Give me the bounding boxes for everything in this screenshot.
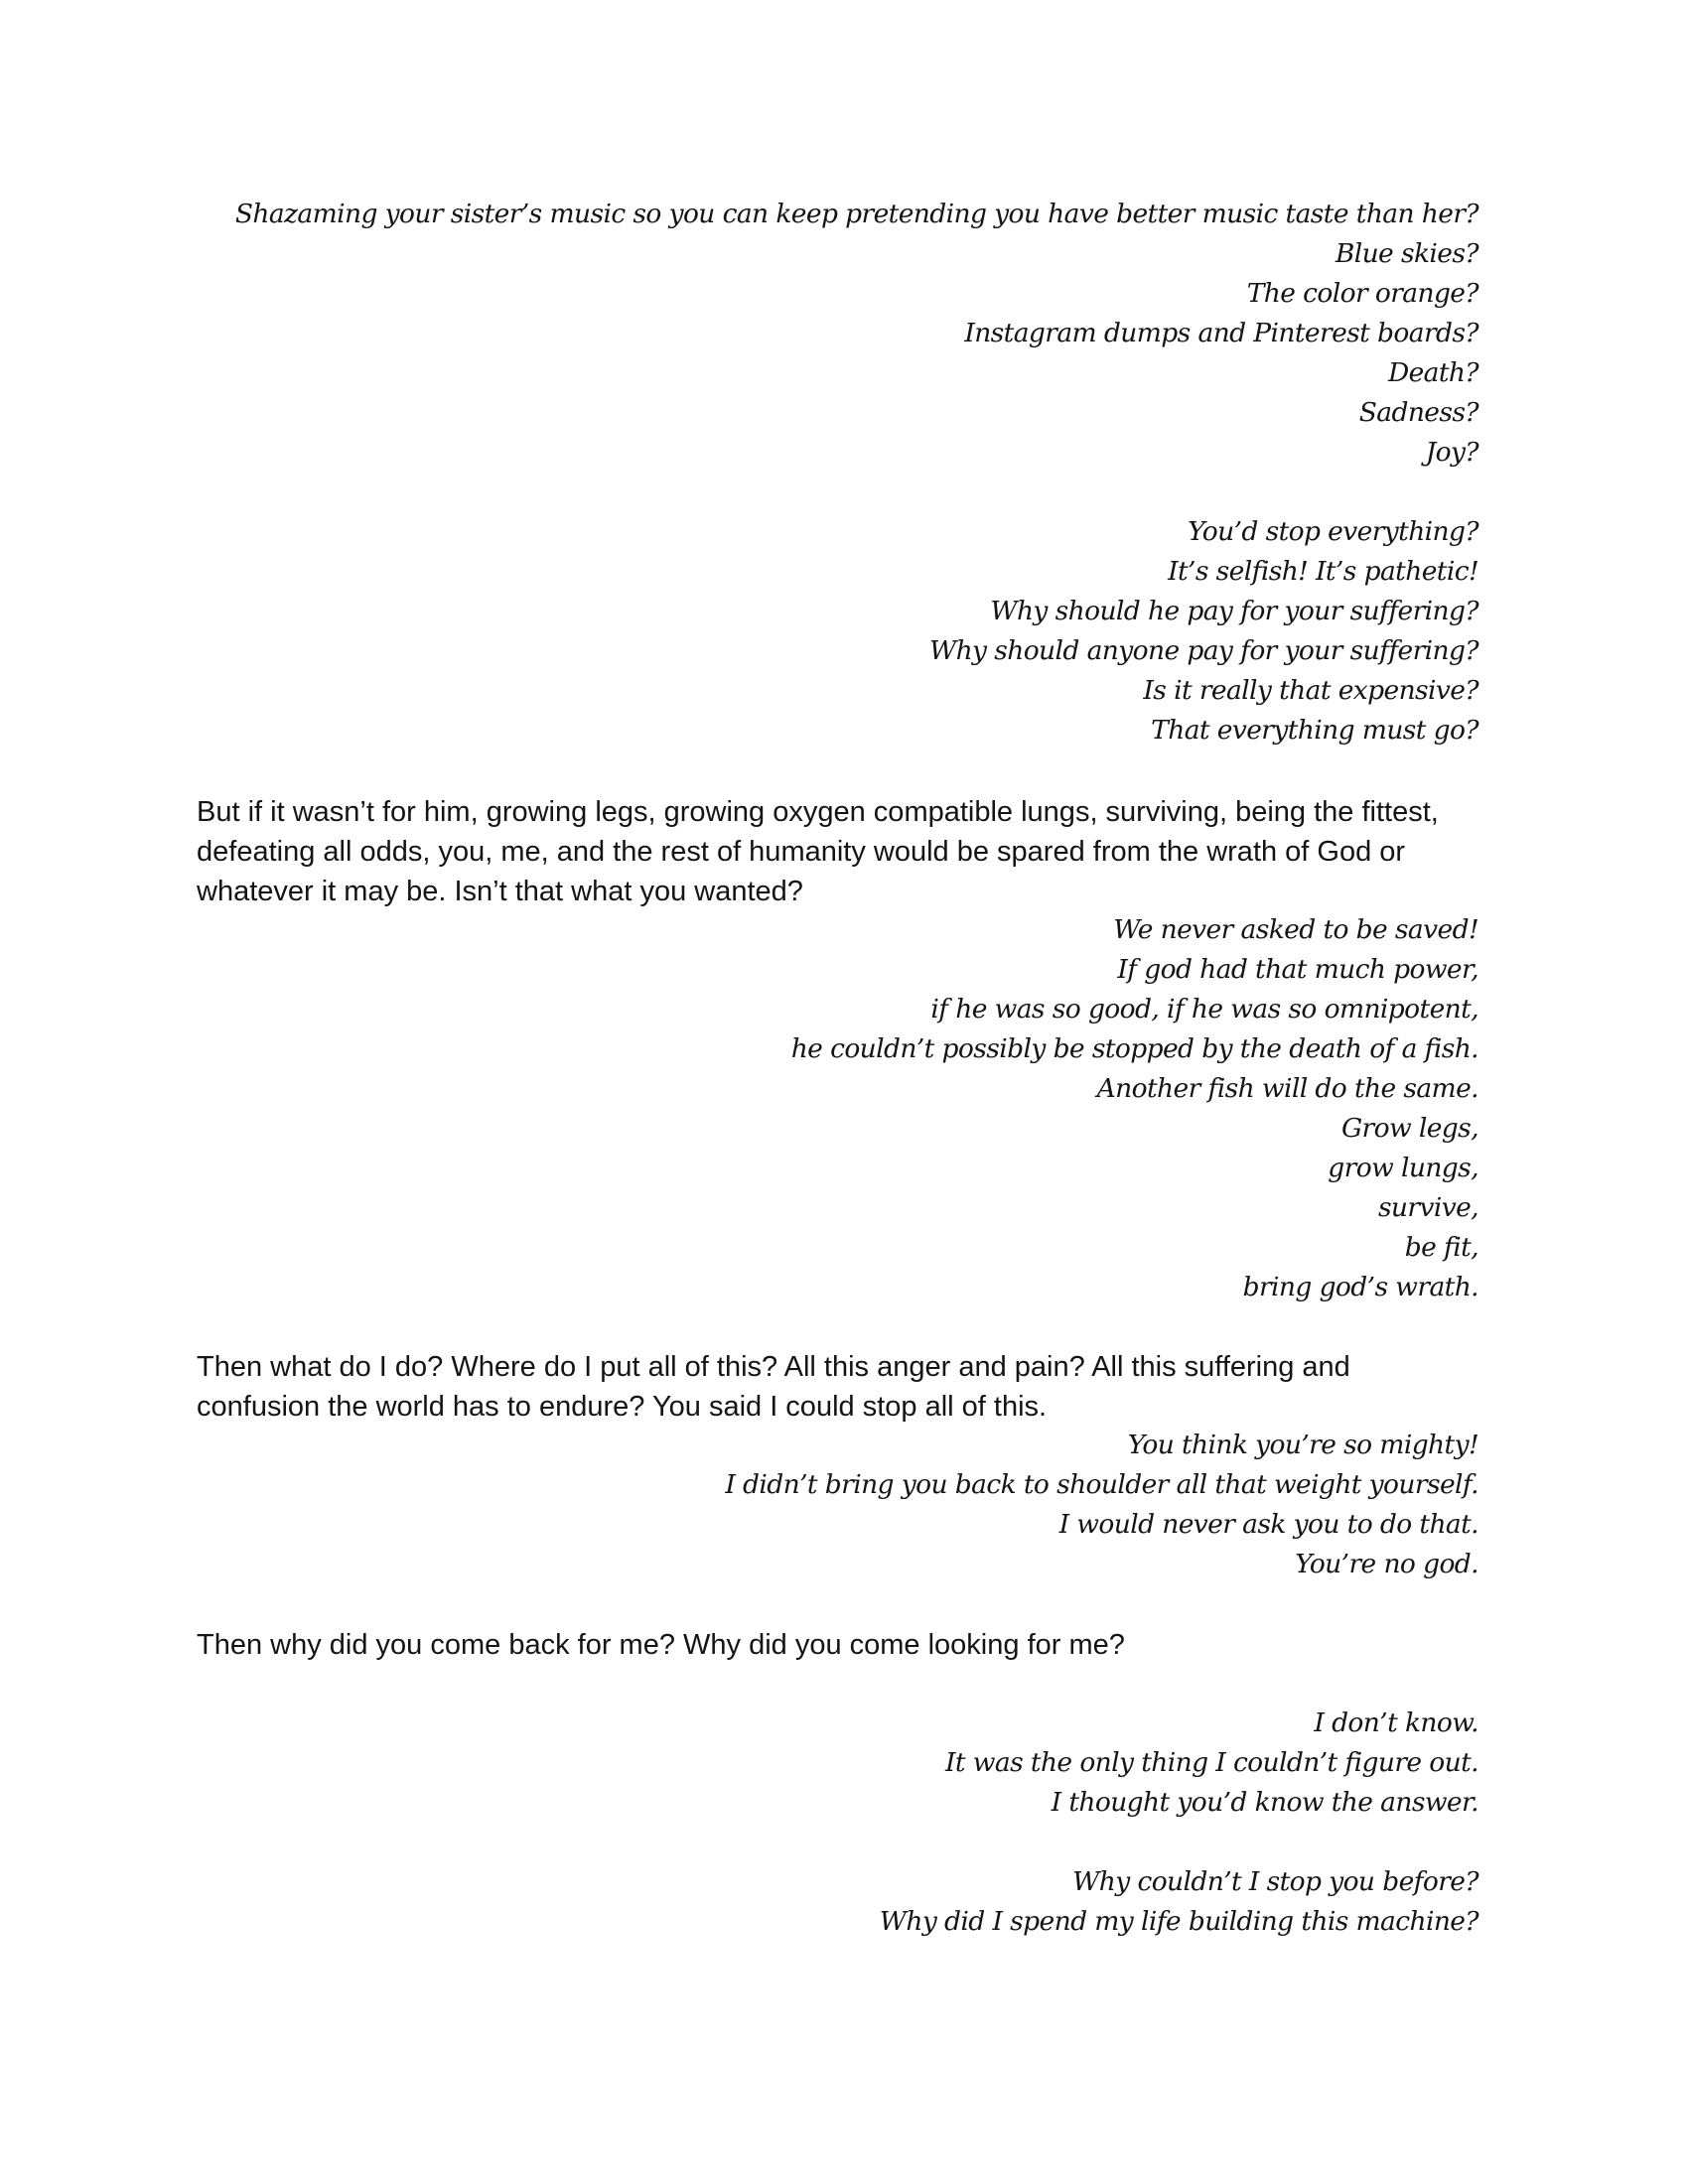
verse-line: You’re no god. [1295,1549,1478,1579]
verse-line: The color orange? [1246,278,1478,309]
verse-line: Joy? [1425,437,1478,468]
verse-line: Why did I spend my life building this machine? [879,1906,1478,1937]
verse-line: I would never ask you to do that. [1058,1509,1478,1540]
verse-line: Why couldn’t I stop you before? [1072,1866,1478,1897]
verse-line: If god had that much power, [1117,954,1478,985]
verse-line: I didn’t bring you back to shoulder all that weight yourself. [725,1469,1478,1500]
verse-line: bring god’s wrath. [1242,1272,1478,1302]
verse-line: survive, [1377,1192,1478,1223]
verse-line: You’d stop everything? [1188,516,1478,547]
verse-line: if he was so good, if he was so omnipotent, [930,994,1478,1024]
verse-stanza-1 [235,195,1478,473]
verse-line: Shazaming your sister’s music so you can keep pretending you have better music taste than her? [234,199,1478,229]
verse-line: Blue skies? [1335,238,1478,269]
verse-stanza-2 [929,512,1478,751]
verse-stanza-4 [725,1426,1478,1584]
verse-line: Why should anyone pay for your suffering? [928,635,1478,666]
prose-paragraph-1: But if it wasn’t for him, growing legs, growing oxygen compatible lungs, surviving, being the fittest, defeating all odds, you, me, and the rest of humanity would be spared from the wrath of God or whatever it may be. Isn’t that what you wanted? [197,796,1439,907]
verse-line: grow lungs, [1328,1153,1478,1183]
verse-line: That everything must go? [1151,715,1478,746]
verse-line: I thought you’d know the answer. [1051,1787,1478,1818]
verse-line: Instagram dumps and Pinterest boards? [964,318,1478,348]
verse-line: Another fish will do the same. [1096,1073,1478,1104]
verse-line: We never asked to be saved! [1113,914,1478,945]
verse-line: Why should he pay for your suffering? [990,596,1478,626]
verse-stanza-6 [880,1862,1478,1942]
verse-line: he couldn’t possibly be stopped by the death of a fish. [790,1033,1478,1064]
verse-stanza-5 [945,1704,1478,1823]
verse-line: It was the only thing I couldn’t figure out. [945,1747,1478,1778]
verse-stanza-3 [791,910,1478,1307]
verse-line: You think you’re so mighty! [1127,1430,1478,1460]
verse-line: be fit, [1404,1232,1478,1263]
verse-line: It’s selfish! It’s pathetic! [1168,556,1478,587]
prose-paragraph-3: Then why did you come back for me? Why did you come looking for me? [197,1629,1125,1661]
verse-line: I don’t know. [1314,1707,1478,1738]
verse-line: Sadness? [1358,397,1478,428]
verse-line: Is it really that expensive? [1143,675,1478,706]
prose-paragraph-2: Then what do I do? Where do I put all of this? All this anger and pain? All this suffering and confusion the world has to endure? You said I could stop all of this. [197,1351,1350,1423]
verse-line: Grow legs, [1340,1113,1478,1144]
verse-line: Death? [1387,357,1478,388]
